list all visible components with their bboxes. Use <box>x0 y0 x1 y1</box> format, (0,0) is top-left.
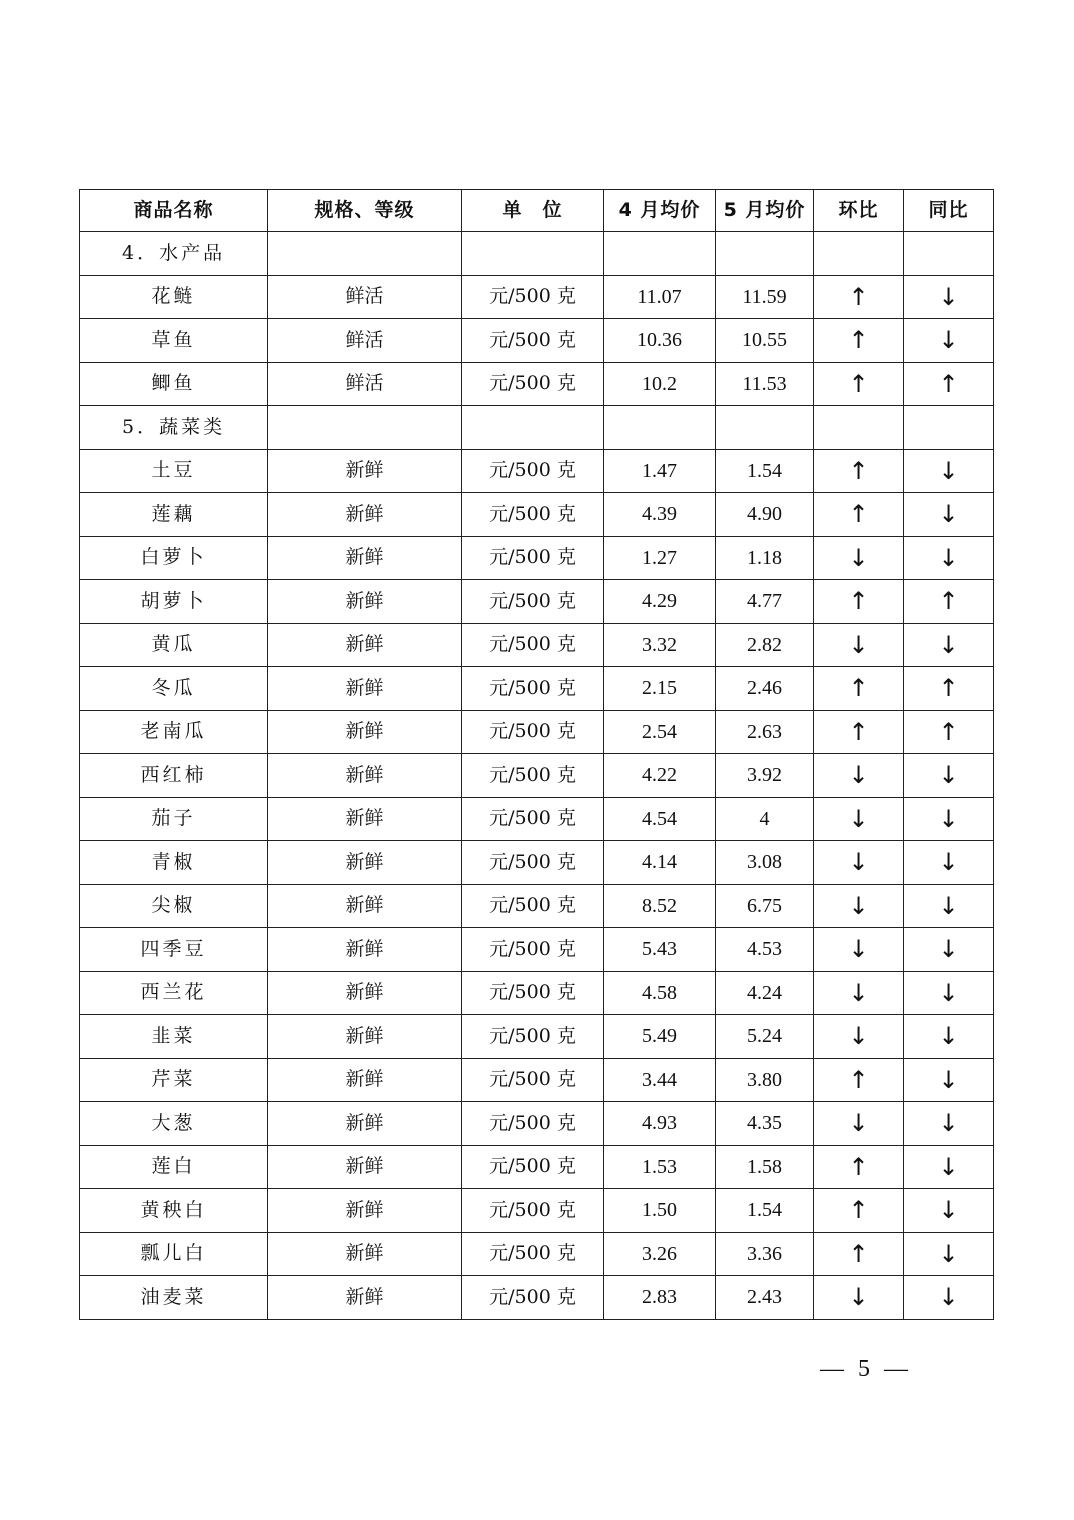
table-row <box>80 1058 994 1102</box>
cell-mom-arrow: ↓ <box>814 797 904 841</box>
header-spec: 规格、等级 <box>268 190 462 232</box>
cell-may-price: 2.43 <box>716 1276 814 1320</box>
cell-may-price: 1.54 <box>716 449 814 493</box>
cell-may-price: 11.53 <box>716 362 814 406</box>
cell-spec: 新鲜 <box>268 841 462 885</box>
table-row <box>80 1189 994 1233</box>
table-row <box>80 667 994 711</box>
header-yoy: 同比 <box>904 190 994 232</box>
table-body <box>80 232 994 1320</box>
cell-may-price: 2.63 <box>716 710 814 754</box>
cell-april-price: 1.27 <box>604 536 716 580</box>
table-row <box>80 754 994 798</box>
cell-name: 土豆 <box>80 449 268 493</box>
section-title: 4．水产品 <box>80 232 268 276</box>
cell-name: 白萝卜 <box>80 536 268 580</box>
cell-name: 西红柿 <box>80 754 268 798</box>
section-title: 5．蔬菜类 <box>80 406 268 450</box>
empty-cell <box>268 232 462 276</box>
header-name: 商品名称 <box>80 190 268 232</box>
cell-may-price: 3.80 <box>716 1058 814 1102</box>
cell-mom-arrow: ↑ <box>814 319 904 363</box>
cell-unit: 元/500 克 <box>462 362 604 406</box>
cell-unit: 元/500 克 <box>462 1102 604 1146</box>
table-row <box>80 362 994 406</box>
cell-may-price: 4.90 <box>716 493 814 537</box>
table-row <box>80 710 994 754</box>
cell-april-price: 3.44 <box>604 1058 716 1102</box>
cell-april-price: 10.2 <box>604 362 716 406</box>
cell-yoy-arrow: ↓ <box>904 1189 994 1233</box>
cell-unit: 元/500 克 <box>462 1232 604 1276</box>
cell-may-price: 4.35 <box>716 1102 814 1146</box>
cell-unit: 元/500 克 <box>462 754 604 798</box>
cell-spec: 新鲜 <box>268 1058 462 1102</box>
table-row <box>80 928 994 972</box>
table-row <box>80 319 994 363</box>
cell-name: 韭菜 <box>80 1015 268 1059</box>
empty-cell <box>462 232 604 276</box>
table-row <box>80 536 994 580</box>
cell-name: 冬瓜 <box>80 667 268 711</box>
cell-mom-arrow: ↑ <box>814 1058 904 1102</box>
table-row <box>80 449 994 493</box>
cell-yoy-arrow: ↓ <box>904 1232 994 1276</box>
price-table <box>79 189 994 1320</box>
cell-may-price: 10.55 <box>716 319 814 363</box>
cell-yoy-arrow: ↓ <box>904 536 994 580</box>
empty-cell <box>268 406 462 450</box>
cell-april-price: 1.53 <box>604 1145 716 1189</box>
cell-yoy-arrow: ↓ <box>904 275 994 319</box>
cell-april-price: 4.29 <box>604 580 716 624</box>
cell-may-price: 2.46 <box>716 667 814 711</box>
cell-spec: 新鲜 <box>268 580 462 624</box>
cell-spec: 鲜活 <box>268 275 462 319</box>
cell-spec: 新鲜 <box>268 710 462 754</box>
table-row <box>80 580 994 624</box>
cell-may-price: 3.36 <box>716 1232 814 1276</box>
cell-spec: 新鲜 <box>268 1102 462 1146</box>
cell-name: 大葱 <box>80 1102 268 1146</box>
cell-unit: 元/500 克 <box>462 884 604 928</box>
cell-unit: 元/500 克 <box>462 493 604 537</box>
cell-mom-arrow: ↑ <box>814 580 904 624</box>
cell-yoy-arrow: ↓ <box>904 884 994 928</box>
cell-april-price: 8.52 <box>604 884 716 928</box>
cell-april-price: 4.14 <box>604 841 716 885</box>
cell-mom-arrow: ↑ <box>814 667 904 711</box>
cell-unit: 元/500 克 <box>462 449 604 493</box>
cell-yoy-arrow: ↓ <box>904 797 994 841</box>
table-row <box>80 1145 994 1189</box>
cell-mom-arrow: ↑ <box>814 1232 904 1276</box>
cell-name: 胡萝卜 <box>80 580 268 624</box>
empty-cell <box>462 406 604 450</box>
table-row <box>80 623 994 667</box>
cell-april-price: 4.39 <box>604 493 716 537</box>
cell-april-price: 11.07 <box>604 275 716 319</box>
cell-name: 莲藕 <box>80 493 268 537</box>
cell-mom-arrow: ↓ <box>814 536 904 580</box>
header-unit: 单 位 <box>462 190 604 232</box>
cell-unit: 元/500 克 <box>462 275 604 319</box>
cell-april-price: 5.49 <box>604 1015 716 1059</box>
cell-unit: 元/500 克 <box>462 710 604 754</box>
cell-spec: 新鲜 <box>268 1015 462 1059</box>
cell-mom-arrow: ↑ <box>814 1189 904 1233</box>
empty-cell <box>604 232 716 276</box>
cell-may-price: 1.54 <box>716 1189 814 1233</box>
empty-cell <box>716 232 814 276</box>
page-number: — 5 — <box>820 1356 912 1382</box>
cell-yoy-arrow: ↓ <box>904 319 994 363</box>
cell-unit: 元/500 克 <box>462 623 604 667</box>
cell-may-price: 1.18 <box>716 536 814 580</box>
table-row <box>80 1015 994 1059</box>
cell-spec: 新鲜 <box>268 1189 462 1233</box>
cell-mom-arrow: ↓ <box>814 1276 904 1320</box>
cell-yoy-arrow: ↑ <box>904 710 994 754</box>
cell-unit: 元/500 克 <box>462 1145 604 1189</box>
cell-mom-arrow: ↑ <box>814 1145 904 1189</box>
table-row <box>80 1102 994 1146</box>
table-row <box>80 275 994 319</box>
section-row <box>80 406 994 450</box>
cell-april-price: 4.58 <box>604 971 716 1015</box>
cell-may-price: 5.24 <box>716 1015 814 1059</box>
cell-spec: 新鲜 <box>268 1276 462 1320</box>
cell-spec: 新鲜 <box>268 754 462 798</box>
cell-unit: 元/500 克 <box>462 971 604 1015</box>
cell-name: 老南瓜 <box>80 710 268 754</box>
table-row <box>80 493 994 537</box>
empty-cell <box>604 406 716 450</box>
cell-name: 青椒 <box>80 841 268 885</box>
cell-yoy-arrow: ↓ <box>904 1102 994 1146</box>
cell-name: 尖椒 <box>80 884 268 928</box>
cell-mom-arrow: ↓ <box>814 1102 904 1146</box>
cell-mom-arrow: ↑ <box>814 275 904 319</box>
cell-april-price: 3.32 <box>604 623 716 667</box>
cell-yoy-arrow: ↓ <box>904 449 994 493</box>
cell-name: 油麦菜 <box>80 1276 268 1320</box>
cell-may-price: 1.58 <box>716 1145 814 1189</box>
empty-cell <box>716 406 814 450</box>
cell-may-price: 3.08 <box>716 841 814 885</box>
cell-yoy-arrow: ↑ <box>904 580 994 624</box>
header-row <box>80 190 994 232</box>
cell-spec: 鲜活 <box>268 319 462 363</box>
cell-name: 草鱼 <box>80 319 268 363</box>
header-mom: 环比 <box>814 190 904 232</box>
cell-unit: 元/500 克 <box>462 1015 604 1059</box>
section-row <box>80 232 994 276</box>
cell-name: 芹菜 <box>80 1058 268 1102</box>
cell-unit: 元/500 克 <box>462 1189 604 1233</box>
cell-yoy-arrow: ↑ <box>904 362 994 406</box>
header-april: 4 月均价 <box>604 190 716 232</box>
cell-may-price: 4.24 <box>716 971 814 1015</box>
cell-spec: 新鲜 <box>268 449 462 493</box>
cell-mom-arrow: ↑ <box>814 493 904 537</box>
cell-spec: 新鲜 <box>268 1145 462 1189</box>
cell-mom-arrow: ↑ <box>814 449 904 493</box>
cell-spec: 新鲜 <box>268 536 462 580</box>
cell-april-price: 2.15 <box>604 667 716 711</box>
cell-mom-arrow: ↓ <box>814 971 904 1015</box>
cell-yoy-arrow: ↓ <box>904 1015 994 1059</box>
cell-name: 黄秧白 <box>80 1189 268 1233</box>
header-may: 5 月均价 <box>716 190 814 232</box>
cell-mom-arrow: ↓ <box>814 884 904 928</box>
empty-cell <box>904 232 994 276</box>
cell-may-price: 4.53 <box>716 928 814 972</box>
cell-unit: 元/500 克 <box>462 536 604 580</box>
cell-unit: 元/500 克 <box>462 1058 604 1102</box>
cell-may-price: 11.59 <box>716 275 814 319</box>
cell-may-price: 6.75 <box>716 884 814 928</box>
cell-yoy-arrow: ↓ <box>904 1058 994 1102</box>
cell-yoy-arrow: ↓ <box>904 1276 994 1320</box>
cell-spec: 新鲜 <box>268 493 462 537</box>
cell-april-price: 2.83 <box>604 1276 716 1320</box>
table-row <box>80 1276 994 1320</box>
table-row <box>80 841 994 885</box>
empty-cell <box>814 232 904 276</box>
cell-name: 四季豆 <box>80 928 268 972</box>
cell-spec: 鲜活 <box>268 362 462 406</box>
cell-name: 莲白 <box>80 1145 268 1189</box>
cell-may-price: 3.92 <box>716 754 814 798</box>
table-row <box>80 797 994 841</box>
cell-unit: 元/500 克 <box>462 1276 604 1320</box>
cell-unit: 元/500 克 <box>462 841 604 885</box>
cell-spec: 新鲜 <box>268 971 462 1015</box>
cell-name: 茄子 <box>80 797 268 841</box>
cell-yoy-arrow: ↓ <box>904 971 994 1015</box>
table-row <box>80 884 994 928</box>
cell-april-price: 4.22 <box>604 754 716 798</box>
cell-spec: 新鲜 <box>268 667 462 711</box>
cell-april-price: 5.43 <box>604 928 716 972</box>
cell-mom-arrow: ↑ <box>814 362 904 406</box>
cell-mom-arrow: ↓ <box>814 841 904 885</box>
cell-name: 黄瓜 <box>80 623 268 667</box>
cell-mom-arrow: ↑ <box>814 710 904 754</box>
cell-may-price: 4 <box>716 797 814 841</box>
cell-mom-arrow: ↓ <box>814 1015 904 1059</box>
cell-yoy-arrow: ↑ <box>904 667 994 711</box>
cell-april-price: 10.36 <box>604 319 716 363</box>
cell-april-price: 1.47 <box>604 449 716 493</box>
cell-yoy-arrow: ↓ <box>904 623 994 667</box>
cell-unit: 元/500 克 <box>462 928 604 972</box>
cell-unit: 元/500 克 <box>462 797 604 841</box>
cell-name: 瓢儿白 <box>80 1232 268 1276</box>
cell-april-price: 4.93 <box>604 1102 716 1146</box>
cell-spec: 新鲜 <box>268 884 462 928</box>
cell-yoy-arrow: ↓ <box>904 1145 994 1189</box>
cell-april-price: 3.26 <box>604 1232 716 1276</box>
cell-name: 鲫鱼 <box>80 362 268 406</box>
cell-spec: 新鲜 <box>268 623 462 667</box>
cell-mom-arrow: ↓ <box>814 754 904 798</box>
cell-spec: 新鲜 <box>268 1232 462 1276</box>
table-row <box>80 971 994 1015</box>
empty-cell <box>904 406 994 450</box>
cell-spec: 新鲜 <box>268 928 462 972</box>
table-row <box>80 1232 994 1276</box>
cell-may-price: 2.82 <box>716 623 814 667</box>
cell-april-price: 4.54 <box>604 797 716 841</box>
cell-mom-arrow: ↓ <box>814 928 904 972</box>
cell-unit: 元/500 克 <box>462 319 604 363</box>
cell-unit: 元/500 克 <box>462 667 604 711</box>
cell-name: 花鲢 <box>80 275 268 319</box>
cell-mom-arrow: ↓ <box>814 623 904 667</box>
empty-cell <box>814 406 904 450</box>
cell-name: 西兰花 <box>80 971 268 1015</box>
cell-unit: 元/500 克 <box>462 580 604 624</box>
cell-april-price: 2.54 <box>604 710 716 754</box>
cell-may-price: 4.77 <box>716 580 814 624</box>
cell-april-price: 1.50 <box>604 1189 716 1233</box>
cell-yoy-arrow: ↓ <box>904 754 994 798</box>
cell-yoy-arrow: ↓ <box>904 841 994 885</box>
cell-yoy-arrow: ↓ <box>904 928 994 972</box>
cell-yoy-arrow: ↓ <box>904 493 994 537</box>
cell-spec: 新鲜 <box>268 797 462 841</box>
